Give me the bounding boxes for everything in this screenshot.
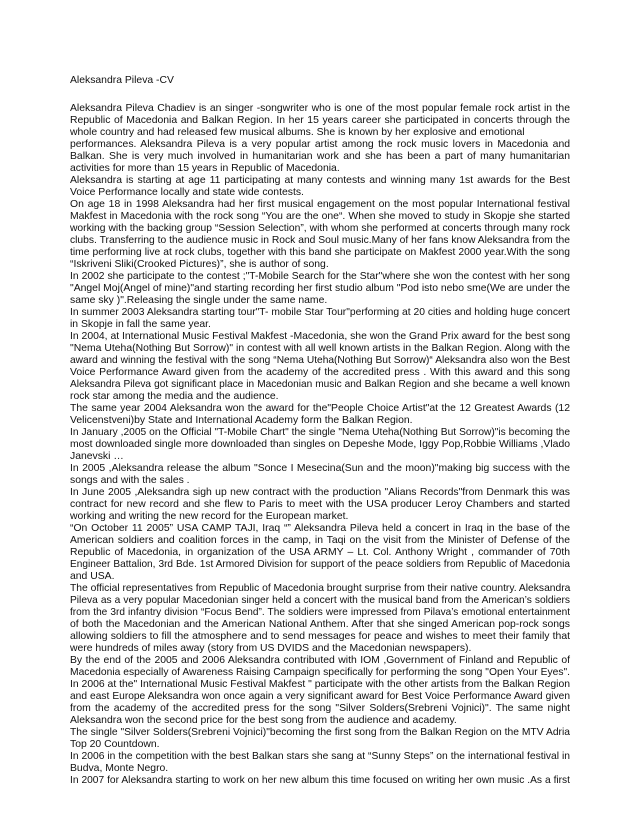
body-line: performances. Aleksandra Pileva is a very popular artist among the rock music lovers in Macedonia and [70,138,570,150]
body-line: rock star among the media and the audience. [70,390,279,402]
body-line: The same year 2004 Aleksandra won the award for the"People Choice Artist"at the 12 Greatest Awards (12 [70,402,570,414]
body-line: In 2005 ,Aleksandra release the album "Sonce I Mesecina(Sun and the moon)"making big success with the [70,462,570,474]
body-line: Republic of Macedonia, in organization of the USA ARMY – Lt. Col. Anthony Wright , commander of 70th [70,546,570,558]
body-line: activities for more than 15 years in Republic of Macedonia. [70,162,340,174]
body-line: In 2006 at the" International Music Festival Makfest " participate with the other artists from the Balkan Region [70,678,571,690]
body-line: "Nema Uteha(Nothing But Sorrow)" in contest with all well known artists in the Balkan Region. Along with the [70,342,570,354]
body-line: allowing soldiers to fill the atmosphere and to send messages for peace and wishes to meet their family that [70,630,570,642]
body-line: “On October 11 2005” USA CAMP TAJI, Iraq “” Aleksandra Pileva held a concert in Iraq in the base of the [70,522,570,534]
body-line: most downloaded single more downloaded than singles on Depeshe Mode, Iggy Pop,Robbie Williams ,Vlado [70,438,570,450]
body-line: In 2007 for Aleksandra starting to work on her new album this time focused on writing her own music .As a first [70,774,570,786]
body-line: Pileva as a very popular Macedonian singer held a concert with the musical band from the American’s soldiers [70,594,570,606]
body-line: By the end of the 2005 and 2006 Aleksandra contributed with IOM ,Government of Finland and Republic of [70,654,570,666]
body-line: and USA. [70,570,115,582]
body-line: Balkan. She is very much involved in humanitarian work and she has been a part of many humanitarian [70,150,570,162]
body-line: clubs. Transferring to the audience music in Rock and Soul music.Many of her fans know Aleksandra from the [70,234,570,246]
body-line: same sky )".Releasing the single under the same name. [70,294,328,306]
body-line: Top 20 Countdown. [70,738,160,750]
body-line: In June 2005 ,Aleksandra sigh up new contract with the production "Alians Records"from Denmark this was [70,486,570,498]
body-line: were hundreds of miles away (story from US DVIDS and the Macedonian newspapers). [70,642,472,654]
body-line: award and winning the festival with the song “Nema Uteha(Nothing But Sorrow)“ Aleksandra also won the Best [70,354,570,366]
body-line: Makfest in Macedonia with the rock song “You are the one“. When she moved to study in Skopje she started [70,210,570,222]
body-line: Republic of Macedonia and Balkan Region. In her 15 years career she participated in concerts through the [70,114,570,126]
body-line: Budva, Monte Negro. [70,762,169,774]
document-body [70,103,570,787]
body-line: Engineer Battalion, 3rd Bde. 1st Armored Division for support of the peace soldiers from Republic of Macedonia [70,558,570,570]
body-line: In 2002 she participate to the contest ;"T-Mobile Search for the Star"where she won the contest with her song [70,270,570,282]
body-line: The official representatives from Republic of Macedonia brought surprise from their native country. Aleksandra [70,582,571,594]
body-line: time performing live at rock clubs, together with this band she participate on Makfest 2000 year.With the song [70,246,570,258]
body-line: songs and with the sales . [70,474,190,486]
body-line: On age 18 in 1998 Aleksandra had her first musical engagement on the most popular International festival [70,198,570,210]
body-line: In 2004, at International Music Festival Makfest -Macedonia, she won the Grand Prix award for the best song [70,330,571,342]
body-line: from the 3rd infantry division “Focus Bend”. The soldiers were impressed from Pilava’s emotional entertainment [70,606,570,618]
body-line: in Skopje in fall the same year. [70,318,211,330]
body-line: The single "Silver Solders(Srebreni Vojnici)"becoming the first song from the Balkan Region on the MTV Adria [70,726,570,738]
body-line: Janevski … [70,450,124,462]
body-line: Aleksandra Pileva got significant place in Macedonian music and Balkan Region and she became a well known [70,378,570,390]
body-line: Aleksandra won the second price for the best song from the audience and academy. [70,714,457,726]
body-line: Voice Performance locally and state wide contests. [70,186,304,198]
body-line: of both the Macedonian and the American National Anthem. After that she singed American pop-rock songs [70,618,570,630]
body-line: "Angel Moj(Angel of mine)"and starting recording her first studio album "Pod isto nebo sme(We are under the [70,282,571,294]
body-line: working and writing the new record for the European market. [70,510,349,522]
body-line: In summer 2003 Aleksandra starting tour"T- mobile Star Tour"performing at 20 cities and holding huge concert [70,306,570,318]
body-line: contract for new record and she flew to Paris to meet with the USA producer Leroy Chambers and started [70,498,570,510]
body-line: Voice Performance Award given from the academy of the accredited press . With this award and this song [70,366,570,378]
body-line: Macedonia especially of Awareness Raising Campaign specifically for performing the song "Open Your Eyes". [70,666,570,678]
body-line: Velicenstveni)by State and International Academy form the Balkan Region. [70,414,413,426]
body-line: from the academy of the accredited press for the song "Silver Solders(Srebreni Vojnici)". The same night [70,702,570,714]
body-line: In 2006 in the competition with the best Balkan stars she sang at “Sunny Steps” on the international festival in [70,750,570,762]
document-title: Aleksandra Pileva -CV [70,75,174,86]
body-line: and east Europe Aleksandra won once again a very significant award for Best Voice Performance Award given [70,690,570,702]
body-line: working with the backing group “Session Selection”, with whom she performed at concerts through many rock [70,222,570,234]
body-line: Aleksandra is starting at age 11 participating at many contests and winning many 1st awards for the Best [70,174,570,186]
body-line: “Iskriveni Sliki(Crooked Pictures)”, she is author of song. [70,258,329,270]
body-line: American soldiers and coalition forces in the camp, in Taqi on the visit from the Minister of Defense of the [70,534,570,546]
body-line: whole country and had released few musical albums. She is known by her explosive and emotional [70,126,525,138]
body-line: Aleksandra Pileva Chadiev is an singer -songwriter who is one of the most popular female rock artist in the [70,102,570,114]
body-line: In January ,2005 on the Official "T-Mobile Chart" the single "Nema Uteha(Nothing But Sorrow)"is becoming the [70,426,570,438]
